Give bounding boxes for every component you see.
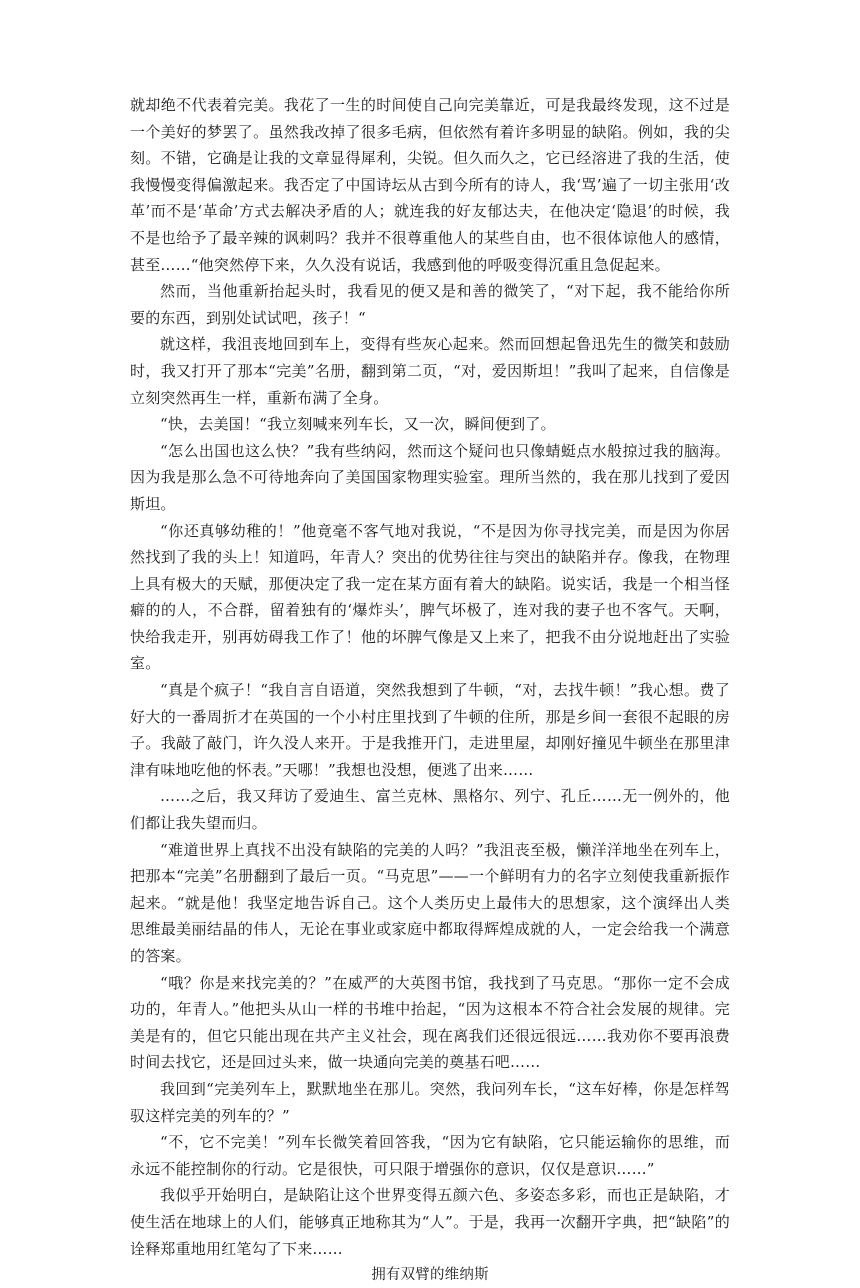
next-section-title: 拥有双臂的维纳斯	[371, 1267, 489, 1284]
paragraph-2: 然而，当他重新抬起头时，我看见的便又是和善的微笑了，“对下起，我不能给你所要的东西，到别处试试吧，孩子！“	[130, 282, 730, 327]
paragraph-1: 就却绝不代表着完美。我花了一生的时间使自己向完美靠近，可是我最终发现，这不过是一个美好的梦罢了。虽然我改掉了很多毛病，但依然有着许多明显的缺陷。例如，我的尖刻。不错，它确是让我的文章显得犀利，尖锐。但久而久之，它已经溶进了我的生活，使我慢慢变得偏激起来。我否定了中国诗坛从古到今所有的诗人，我‘骂’遍了一切主张用‘改革’而不是‘革命’方式去解决矛盾的人；就连我的好友郁达夫，在他决定‘隐退’的时候，我不是也给予了最辛辣的讽刺吗？我并不很尊重他人的某些自由，也不很体谅他人的感情，甚至……“他突然停下来，久久没有说话，我感到他的呼吸变得沉重且急促起来。	[130, 96, 730, 274]
paragraph-8: ……之后，我又拜访了爱迪生、富兰克林、黑格尔、列宁、孔丘……无一例外的，他们都让我失望而归。	[130, 787, 730, 833]
paragraph-7: “真是个疯子！“我自言自语道，突然我想到了牛顿，“对，去找牛顿！”我心想。费了好大的一番周折才在英国的一个小村庄里找到了牛顿的住所，那是乡间一套很不起眼的房子。我敲了敲门，许久没人来开。于是我推开门，走进里屋，却刚好撞见牛顿坐在那里津津有味地吃他的怀表。”天哪！”我想也没想，便逃了出来……	[130, 681, 730, 779]
paragraph-3: 就这样，我沮丧地回到车上，变得有些灰心起来。然而回想起鲁迅先生的微笑和鼓励时，我又打开了那本“完美”名册，翻到第二页，“对，爱因斯坦！”我叫了起来，自信像是立刻突然再生一样，重新布满了全身。	[130, 335, 730, 407]
paragraph-11: 我回到“完美列车上，默默地坐在那儿。突然，我问列车长，“这车好棒，你是怎样驾驭这样完美的列车的？”	[130, 1079, 730, 1125]
paragraph-5: “怎么出国也这么快？”我有些纳闷，然而这个疑问也只像蜻蜓点水般掠过我的脑海。因为我是那么急不可待地奔向了美国国家物理实验室。理所当然的，我在那儿找到了爱因斯坦。	[130, 441, 730, 513]
paragraph-9: “难道世界上真找不出没有缺陷的完美的人吗？”我沮丧至极，懒洋洋地坐在列车上，把那本“完美”名册翻到了最后一页。“马克思”——一个鲜明有力的名字立刻使我重新振作起来。“就是他！我坚定地告诉自己。这个人类历史上最伟大的思想家，这个演绎出人类思维最美丽结晶的伟人，无论在事业或家庭中都取得辉煌成就的人，一定会给我一个满意的答案。	[130, 840, 730, 965]
paragraph-10: “哦？你是来找完美的？”在威严的大英图书馆，我找到了马克思。“那你一定不会成功的，年青人。”他把头从山一样的书堆中抬起，“因为这根本不符合社会发展的规律。完美是有的，但它只能出现在共产主义社会，现在离我们还很远很远……我劝你不要再浪费时间去找它，还是回过头来，做一块通向完美的奠基石吧……	[130, 973, 730, 1072]
document-page	[130, 92, 730, 1288]
paragraph-6: “你还真够幼稚的！”他竟毫不客气地对我说，“不是因为你寻找完美，而是因为你居然找到了我的头上！知道吗，年青人？突出的优势往往与突出的缺陷并存。像我，在物理上具有极大的天赋，那便决定了我一定在某方面有着大的缺陷。说实话，我是一个相当怪癖的的人，不合群，留着独有的‘爆炸头’，脾气坏极了，连对我的妻子也不客气。天啊，快给我走开，别再妨碍我工作了！他的坏脾气像是又上来了，把我不由分说地赶出了实验室。	[130, 521, 730, 673]
paragraph-4: “快，去美国！“我立刻喊来列车长，又一次，瞬间便到了。	[160, 415, 556, 434]
paragraph-12: “不，它不完美！”列车长微笑着回答我，“因为它有缺陷，它只能运输你的思维，而永远不能控制你的行动。它是很快，可只限于增强你的意识，仅仅是意识……”	[130, 1133, 730, 1178]
paragraph-13: 我似乎开始明白，是缺陷让这个世界变得五颜六色、多姿态多彩，而也正是缺陷，才使生活在地球上的人们，能够真正地称其为“人”。于是，我再一次翻开字典，把“缺陷”的诠释郑重地用红笔勾了下来……	[130, 1186, 730, 1258]
